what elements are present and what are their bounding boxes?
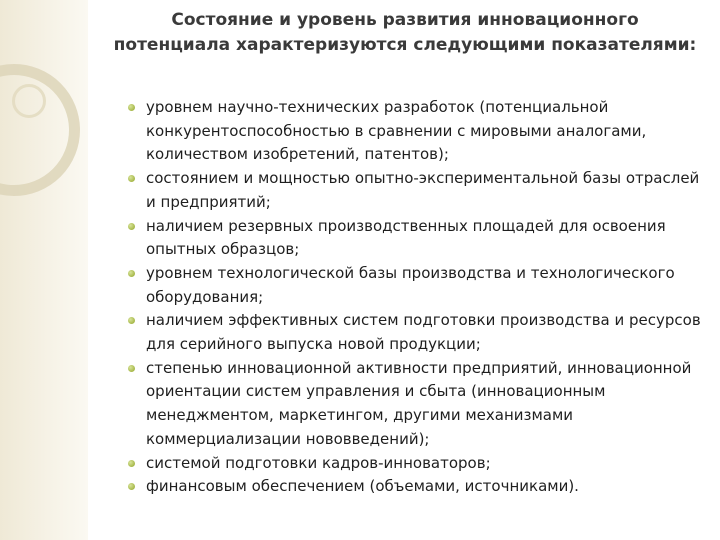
indicator-list [126, 96, 712, 499]
list-item-text: уровнем технологической базы производства и технологического оборудования; [146, 263, 675, 306]
list-item-text: системой подготовки кадров-инноваторов; [146, 453, 491, 472]
list-item [126, 357, 712, 452]
slide-title-line-2: потенциала характеризуются следующими показателями: [113, 35, 697, 55]
list-item [126, 167, 712, 214]
bullet-icon [128, 317, 135, 324]
list-item-text: финансовым обеспечением (объемами, источниками). [146, 477, 579, 496]
bullet-icon [128, 365, 135, 372]
list-item [126, 309, 712, 356]
bullet-icon [128, 483, 135, 490]
list-item-text: уровнем научно-технических разработок (потенциальной конкурентоспособностью в сравнении с мировыми аналогами, количеством изобретений, патентов); [146, 98, 647, 164]
list-item [126, 452, 712, 476]
list-item [126, 475, 712, 499]
list-item-text: наличием резервных производственных площадей для освоения опытных образцов; [146, 216, 666, 259]
list-item [126, 96, 712, 167]
list-item-text: степенью инновационной активности предприятий, инновационной ориентации систем управления и сбыта (инновационным менеджментом, маркетингом, другими механизмами коммерциализации нововведений); [146, 358, 692, 448]
bullet-icon [128, 104, 135, 111]
bullet-icon [128, 175, 135, 182]
bullet-icon [128, 460, 135, 467]
list-item-text: наличием эффективных систем подготовки производства и ресурсов для серийного выпуска новой продукции; [146, 311, 701, 354]
bullet-icon [128, 270, 135, 277]
list-item [126, 262, 712, 309]
slide-title-line-1: Состояние и уровень развития инновационного [171, 10, 639, 30]
bullet-icon [128, 223, 135, 230]
decorative-ring-small [12, 84, 46, 118]
list-item [126, 215, 712, 262]
slide-title [100, 8, 710, 58]
list-item-text: состоянием и мощностью опытно-экспериментальной базы отраслей и предприятий; [146, 169, 700, 211]
